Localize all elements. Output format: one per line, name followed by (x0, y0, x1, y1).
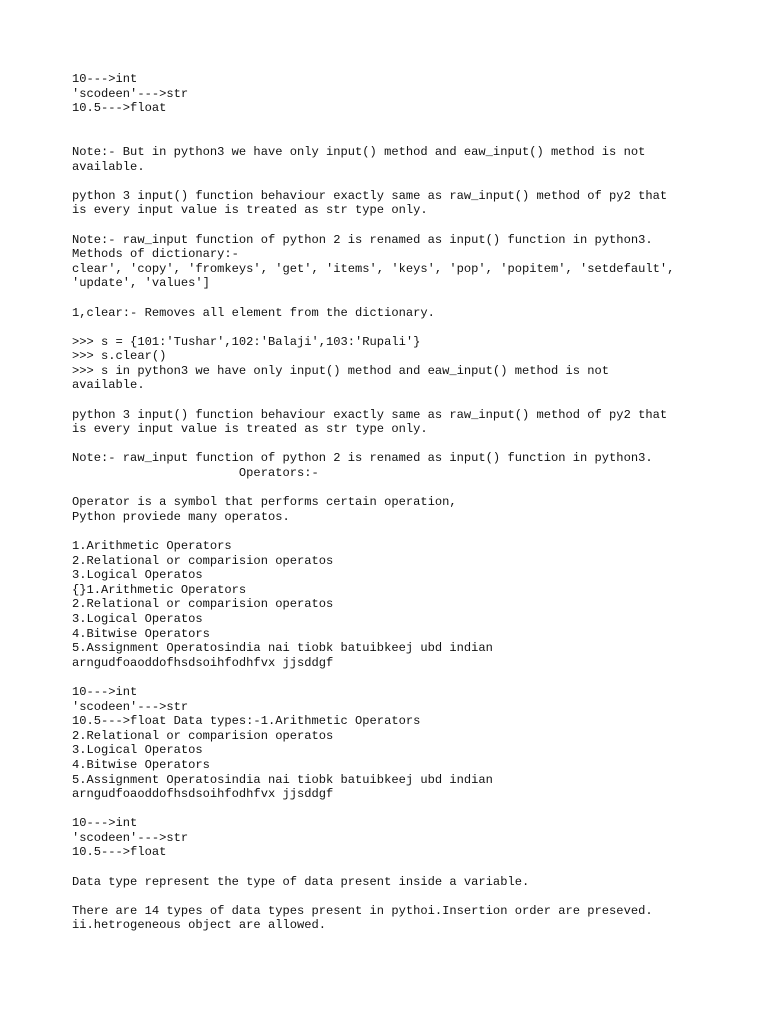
text-line: 2.Relational or comparision operatos (72, 728, 334, 743)
text-line: 3.Logical Operatos (72, 611, 203, 626)
text-line: 4.Bitwise Operators (72, 757, 210, 772)
text-line: 10--->int (72, 684, 138, 699)
blank-line (72, 860, 732, 875)
text-line: 'scodeen'--->str (72, 699, 189, 714)
document-body (72, 72, 732, 933)
blank-line (72, 130, 732, 145)
text-line: arngudfoaoddofhsdsoihfodhfvx jjsddgf (72, 787, 334, 802)
text-line: python 3 input() function behaviour exactly same as raw_input() method of py2 that (72, 407, 668, 422)
text-line: Operators:- (72, 466, 319, 481)
text-line: >>> s.clear() (72, 349, 167, 364)
text-line: 1,clear:- Removes all element from the dictionary. (72, 305, 435, 320)
text-line: available. (72, 378, 145, 393)
text-line: Note:- raw_input function of python 2 is renamed as input() function in python3. (72, 232, 653, 247)
text-line: >>> s in python3 we have only input() method and eaw_input() method is not (72, 363, 610, 378)
blank-line (72, 218, 732, 233)
text-line: 3.Logical Operatos (72, 743, 203, 758)
text-line: Python proviede many operatos. (72, 509, 290, 524)
text-line: 1.Arithmetic Operators (72, 539, 232, 553)
text-line: {}1.Arithmetic Operators (72, 582, 247, 597)
text-line: 10--->int (72, 816, 138, 831)
text-line: arngudfoaoddofhsdsoihfodhfvx jjsddgf (72, 655, 334, 670)
text-line: 10.5--->float (72, 101, 167, 116)
text-line: clear', 'copy', 'fromkeys', 'get', 'items', 'keys', 'pop', 'popitem', 'setdefault', (72, 261, 675, 276)
text-line: 10--->int (72, 72, 138, 86)
text-line: There are 14 types of data types present in pythoi.Insertion order are preseved. (72, 903, 653, 918)
blank-line (72, 670, 732, 685)
text-line: Note:- raw_input function of python 2 is renamed as input() function in python3. (72, 451, 653, 466)
text-line: 10.5--->float Data types:-1.Arithmetic Operators (72, 714, 421, 729)
blank-line (72, 291, 732, 306)
text-line: 5.Assignment Operatosindia nai tiobk batuibkeej ubd indian (72, 772, 493, 787)
text-line: 10.5--->float (72, 845, 167, 860)
text-line: is every input value is treated as str type only. (72, 422, 428, 437)
text-line: 4.Bitwise Operators (72, 626, 210, 641)
text-line: Methods of dictionary:- (72, 247, 239, 262)
text-line: 'scodeen'--->str (72, 830, 189, 845)
text-line: available. (72, 159, 145, 174)
text-line: Note:- But in python3 we have only input() method and eaw_input() method is not (72, 144, 646, 159)
text-line: 2.Relational or comparision operatos (72, 597, 334, 612)
blank-line (72, 481, 732, 496)
blank-line (72, 524, 732, 539)
blank-line (72, 889, 732, 904)
text-line: 3.Logical Operatos (72, 568, 203, 583)
blank-line (72, 437, 732, 452)
text-line: >>> s = {101:'Tushar',102:'Balaji',103:'Rupali'} (72, 334, 421, 349)
blank-line (72, 802, 732, 817)
text-line: Data type represent the type of data present inside a variable. (72, 874, 530, 889)
blank-line (72, 116, 732, 131)
text-line: ii.hetrogeneous object are allowed. (72, 918, 327, 933)
blank-line (72, 320, 732, 335)
text-line: 'update', 'values'] (72, 276, 210, 291)
blank-line (72, 393, 732, 408)
text-line: 'scodeen'--->str (72, 86, 189, 101)
text-line: 2.Relational or comparision operatos (72, 553, 334, 568)
text-line: is every input value is treated as str type only. (72, 203, 428, 218)
blank-line (72, 174, 732, 189)
text-line: Operator is a symbol that performs certain operation, (72, 495, 457, 510)
text-line: 5.Assignment Operatosindia nai tiobk batuibkeej ubd indian (72, 641, 493, 656)
text-line: python 3 input() function behaviour exactly same as raw_input() method of py2 that (72, 188, 668, 203)
